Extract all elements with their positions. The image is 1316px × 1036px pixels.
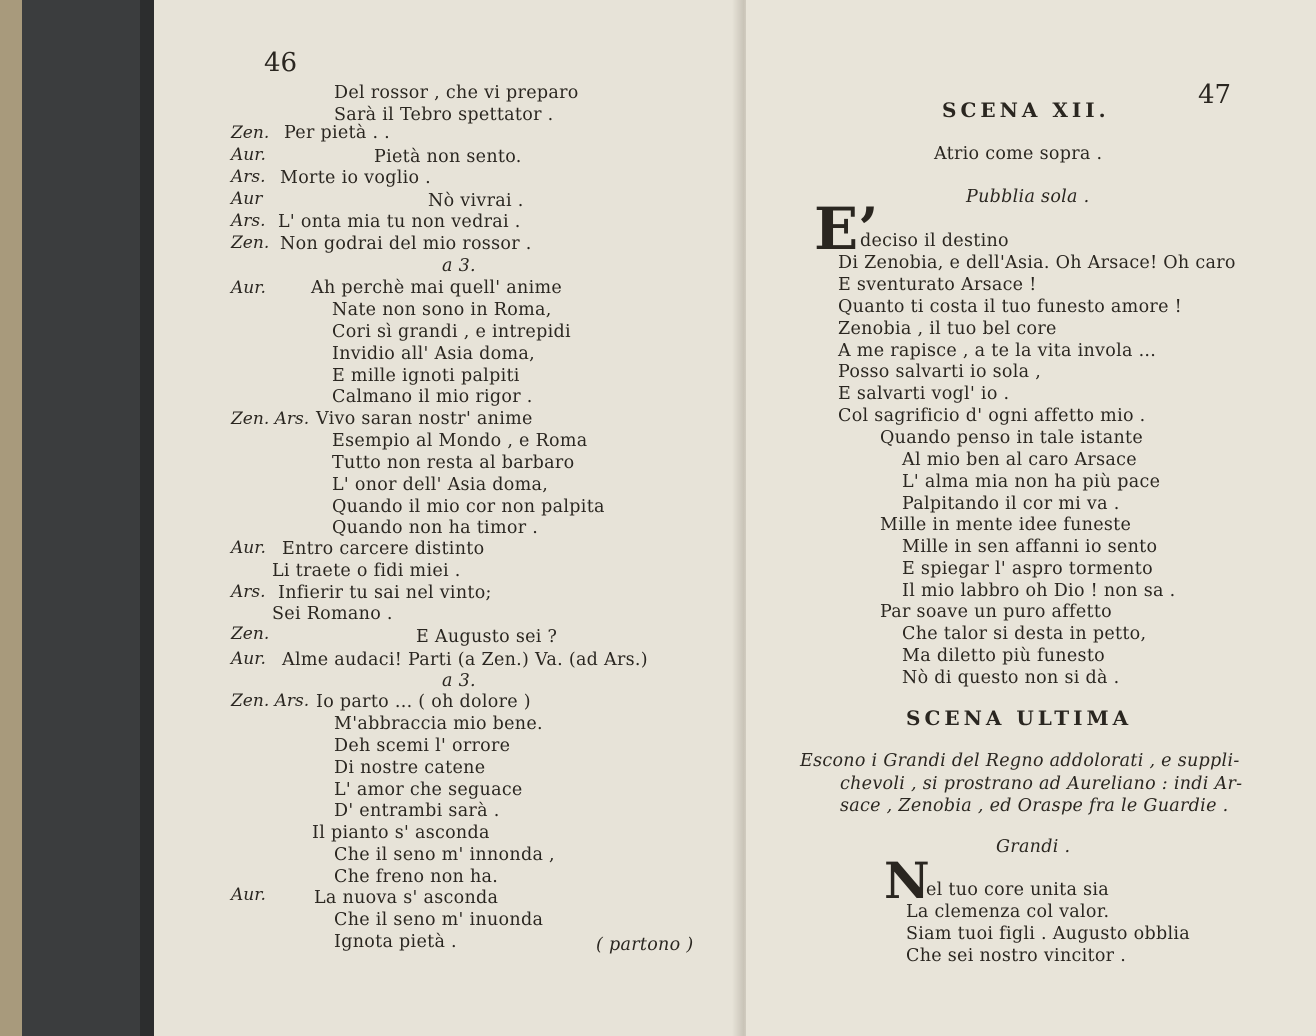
verse-line: Al mio ben al caro Arsace <box>902 450 1137 470</box>
verse-line: Cori sì grandi , e intrepidi <box>332 322 571 342</box>
verse-line: E Augusto sei ? <box>416 627 558 647</box>
verse-line: La nuova s' asconda <box>314 888 499 908</box>
speaker-label: Aur <box>231 189 263 209</box>
verse-line: Nò di questo non si dà . <box>902 668 1120 688</box>
verse-line: Che sei nostro vincitor . <box>906 946 1127 966</box>
verse-line: Quanto ti costa il tuo funesto amore ! <box>838 297 1182 317</box>
book-edge <box>140 0 154 1036</box>
scanner-bed <box>22 0 140 1036</box>
verse-line: Ignota pietà . <box>334 932 457 952</box>
verse-line: Li traete o fidi miei . <box>272 561 461 581</box>
verse-line: Infierir tu sai nel vinto; <box>278 583 492 603</box>
verse-line: Il pianto s' asconda <box>312 823 490 843</box>
setting-line: Atrio come sopra . <box>934 144 1103 164</box>
verse-line: Siam tuoi figli . Augusto obblia <box>906 924 1190 944</box>
verse-line: Nate non sono in Roma, <box>332 300 552 320</box>
scene-title: SCENA ULTIMA <box>906 706 1133 730</box>
drop-cap: E’ <box>814 195 879 263</box>
verse-line: Non godrai del mio rossor . <box>280 234 532 254</box>
verse-line: Esempio al Mondo , e Roma <box>332 431 588 451</box>
verse-line: Par soave un puro affetto <box>880 602 1112 622</box>
verse-line: Di Zenobia, e dell'Asia. Oh Arsace! Oh caro <box>838 253 1236 273</box>
verse-line: Il mio labbro oh Dio ! non sa . <box>902 581 1176 601</box>
stage-direction: Escono i Grandi del Regno addolorati , e suppli- <box>800 751 1240 771</box>
verse-line: Che freno non ha. <box>334 867 499 887</box>
page-number: 46 <box>264 48 298 78</box>
background-edge <box>0 0 22 1036</box>
stage-direction: chevoli , si prostrano ad Aureliano : indi Ar- <box>840 774 1243 794</box>
verse-line: Ah perchè mai quell' anime <box>311 278 563 298</box>
verse-line: Calmano il mio rigor . <box>332 387 533 407</box>
verse-line: el tuo core unita sia <box>926 880 1110 900</box>
drop-cap: N <box>884 851 930 910</box>
verse-line: Mille in sen affanni io sento <box>902 537 1158 557</box>
verse-line: Per pietà . . <box>284 123 391 143</box>
speaker-label: Zen. <box>231 123 270 143</box>
verse-line: Quando il mio cor non palpita <box>332 497 605 517</box>
speaker-label: Zen. Ars. <box>231 409 310 429</box>
verse-line: Entro carcere distinto <box>282 539 485 559</box>
stage-direction: ( partono ) <box>596 935 694 955</box>
verse-line: L' alma mia non ha più pace <box>902 472 1161 492</box>
page-number: 47 <box>1198 80 1232 110</box>
verse-line: Che talor si desta in petto, <box>902 624 1147 644</box>
right-page <box>746 0 1316 1036</box>
verse-line: L' amor che seguace <box>334 780 523 800</box>
verse-line: L' onta mia tu non vedrai . <box>278 212 521 232</box>
speaker-label: Ars. <box>231 167 266 187</box>
verse-line: D' entrambi sarà . <box>334 801 500 821</box>
stage-direction: sace , Zenobia , ed Oraspe fra le Guardie . <box>840 796 1229 816</box>
verse-line: Zenobia , il tuo bel core <box>838 319 1057 339</box>
speaker-label: Aur. <box>231 649 266 669</box>
verse-line: E mille ignoti palpiti <box>332 366 520 386</box>
speaker-label: Aur. <box>231 145 266 165</box>
verse-line: Che il seno m' innonda , <box>334 845 555 865</box>
verse-line: Nò vivrai . <box>428 191 524 211</box>
verse-line: Sei Romano . <box>272 604 393 624</box>
speaker-label: Ars. <box>231 582 266 602</box>
speaker-label: Zen. Ars. <box>231 691 310 711</box>
verse-line: Quando penso in tale istante <box>880 428 1144 448</box>
verse-line: Del rossor , che vi preparo <box>334 83 579 103</box>
speaker-label: Zen. <box>231 233 270 253</box>
verse-line: A me rapisce , a te la vita invola ... <box>838 341 1157 361</box>
verse-line: M'abbraccia mio bene. <box>334 714 543 734</box>
verse-line: Pietà non sento. <box>374 147 522 167</box>
verse-line: Quando non ha timor . <box>332 518 539 538</box>
verse-line: Sarà il Tebro spettator . <box>334 105 554 125</box>
verse-line: E sventurato Arsace ! <box>838 275 1037 295</box>
verse-line: Mille in mente idee funeste <box>880 515 1132 535</box>
speaker-label: Aur. <box>231 885 266 905</box>
verse-line: Vivo saran nostr' anime <box>316 409 533 429</box>
verse-line: Che il seno m' inuonda <box>334 910 544 930</box>
verse-line: a 3. <box>442 256 476 276</box>
verse-line: La clemenza col valor. <box>906 902 1110 922</box>
left-page <box>154 0 746 1036</box>
character-line: Grandi . <box>996 837 1071 857</box>
verse-line: Deh scemi l' orrore <box>334 736 511 756</box>
verse-line: Col sagrificio d' ogni affetto mio . <box>838 406 1146 426</box>
verse-line: Ma diletto più funesto <box>902 646 1105 666</box>
character-line: Pubblia sola . <box>966 187 1090 207</box>
verse-line: deciso il destino <box>860 231 1009 251</box>
verse-line: E spiegar l' aspro tormento <box>902 559 1153 579</box>
verse-line: Palpitando il cor mi va . <box>902 494 1120 514</box>
speaker-label: Zen. <box>231 624 270 644</box>
verse-line: Io parto ... ( oh dolore ) <box>316 692 531 712</box>
verse-line: Di nostre catene <box>334 758 486 778</box>
verse-line: a 3. <box>442 671 476 691</box>
verse-line: Morte io voglio . <box>280 168 432 188</box>
speaker-label: Aur. <box>231 538 266 558</box>
verse-line: Posso salvarti io sola , <box>838 362 1042 382</box>
verse-line: E salvarti vogl' io . <box>838 384 1010 404</box>
verse-line: Alme audaci! Parti (a Zen.) Va. (ad Ars.) <box>282 650 648 670</box>
speaker-label: Aur. <box>231 278 266 298</box>
verse-line: Tutto non resta al barbaro <box>332 453 575 473</box>
speaker-label: Ars. <box>231 211 266 231</box>
verse-line: L' onor dell' Asia doma, <box>332 475 549 495</box>
verse-line: Invidio all' Asia doma, <box>332 344 536 364</box>
scene-title: SCENA XII. <box>942 98 1110 122</box>
